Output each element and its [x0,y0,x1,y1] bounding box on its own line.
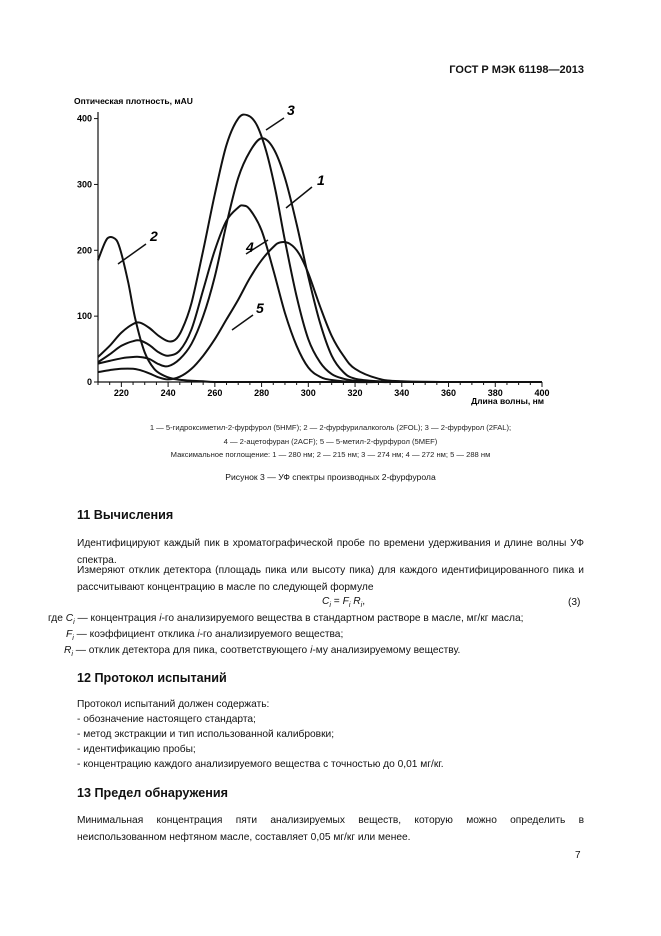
legend-line-3: Максимальное поглощение: 1 — 280 нм; 2 — 215 нм; 3 — 274 нм; 4 — 272 нм; 5 — 288 нм [170,450,491,459]
where-ri: $R_i$ — отклик детектора для пика, соответствующего i-му анализируемому веществу. [64,645,461,659]
list-item: - концентрацию каждого анализируемого вещества с точностью до 0,01 мг/кг. [77,759,444,770]
y-tick-label: 0 [86,377,92,387]
x-tick-label: 380 [487,388,503,398]
series-line-4 [98,205,542,382]
annotation-label-3: 3 [287,102,295,118]
x-tick-label: 240 [160,388,176,398]
standard-header: ГОСТ Р МЭК 61198—2013 [449,64,584,76]
x-axis-label: Длина волны, нм [471,396,544,406]
section-11-paragraph-2: Измеряют отклик детектора (площадь пика или высоту пика) для каждого идентифицированного пика и рассчитывают концентрацию в масле по следующей формуле [77,565,584,593]
section-12-intro: Протокол испытаний должен содержать: [77,699,270,710]
section-13-heading: 13 Предел обнаружения [77,786,228,800]
uv-spectra-chart [60,92,580,412]
annotation-arrow-3 [266,118,284,130]
x-tick-label: 280 [254,388,270,398]
series-line-3 [98,115,542,383]
list-item: - обозначение настоящего стандарта; [77,714,256,725]
series-line-2 [98,237,542,382]
list-item: - идентификацию пробы; [77,744,196,755]
x-tick-label: 360 [441,388,457,398]
legend-line-2: 4 — 2-ацетофуран (2ACF); 5 — 5-метил-2-фурфурол (5MEF) [223,437,438,446]
where-ci: где $C_i$ — концентрация i-го анализируемого вещества в стандартном растворе в масле, мг/кг масла; [48,613,524,627]
x-tick-label: 320 [347,388,363,398]
section-12-heading: 12 Протокол испытаний [77,671,227,685]
section-11-paragraph-1: Идентифицируют каждый пик в хроматографической пробе по времени удерживания и длине волны УФ спектра. [77,538,584,566]
y-tick-label: 200 [76,245,92,256]
annotation-arrow-5 [232,315,253,330]
y-tick-label: 100 [76,311,92,322]
x-tick-label: 260 [207,388,223,398]
annotation-label-4: 4 [246,239,254,255]
annotation-label-5: 5 [256,300,264,316]
y-axis-label: Оптическая плотность, мAU [74,96,193,106]
x-tick-label: 400 [534,388,550,398]
where-fi: $F_i$ — коэффициент отклика i-го анализируемого вещества; [66,629,344,643]
annotation-label-1: 1 [317,172,325,188]
page-number: 7 [575,850,581,861]
list-item: - метод экстракции и тип использованной калибровки; [77,729,335,740]
formula-number: (3) [568,597,581,608]
section-13-paragraph: Минимальная концентрация пяти анализируемых веществ, которую можно определить в неиспользованном нефтяном масле, составляет 0,05 мг/кг или менее. [77,815,584,843]
x-tick-label: 220 [113,388,129,398]
legend-line-1: 1 — 5-гидроксиметил-2-фурфурол (5HMF); 2 — 2-фурфурилалкоголь (2FOL); 3 — 2-фурфурол (2FAL); [149,423,512,432]
figure-caption: Рисунок 3 — УФ спектры производных 2-фурфурола [225,472,436,482]
y-tick-label: 300 [76,179,92,190]
y-tick-label: 400 [76,113,92,124]
section-11-heading: 11 Вычисления [77,508,174,522]
annotation-label-2: 2 [150,228,158,244]
formula-3: $C_i = F_i$ $R_i$, [322,596,366,610]
x-tick-label: 300 [300,388,316,398]
x-tick-label: 340 [394,388,410,398]
